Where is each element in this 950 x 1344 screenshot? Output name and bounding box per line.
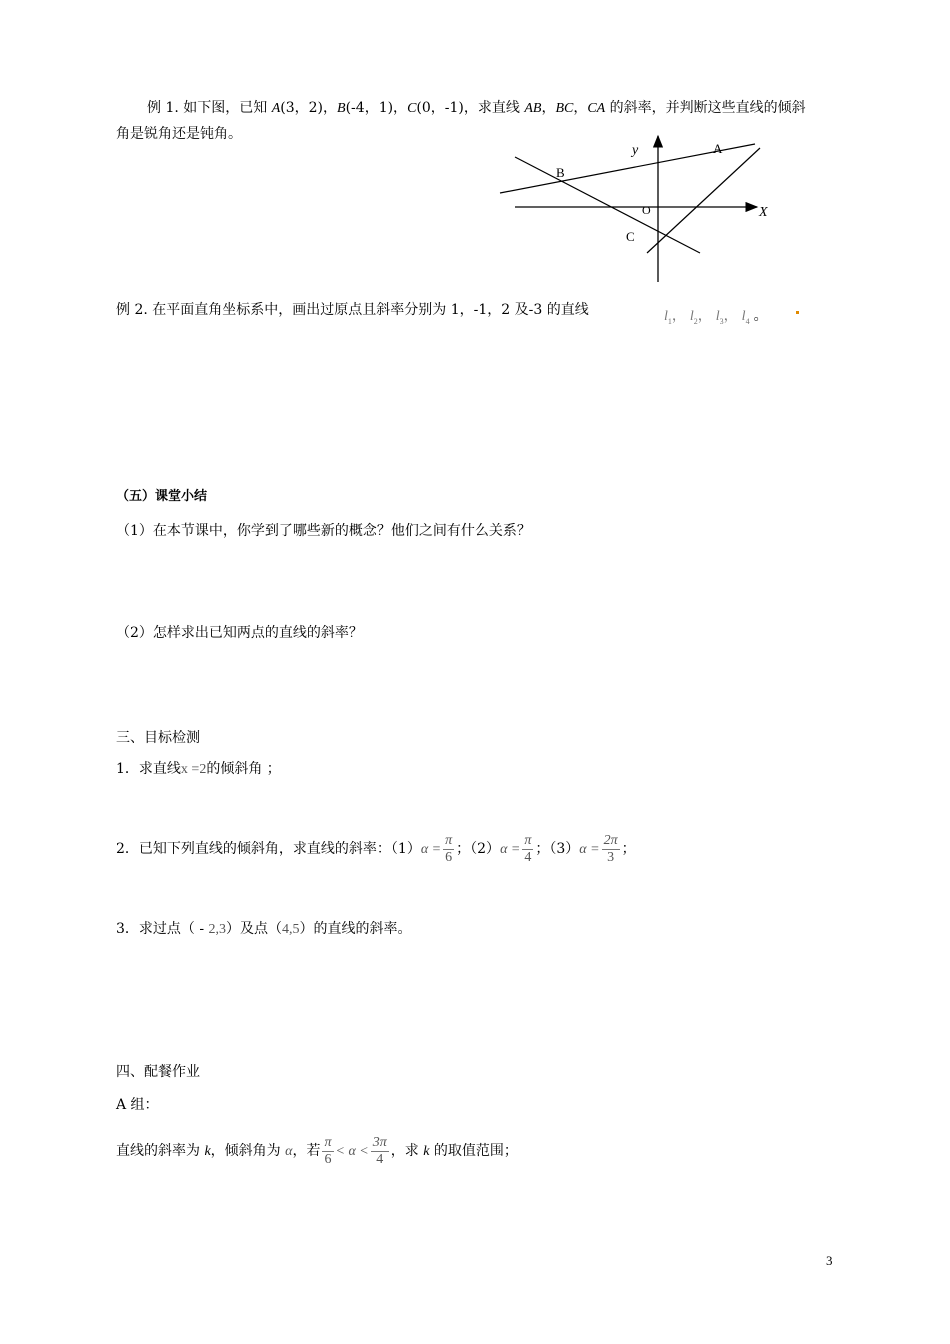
line-names: $l_1$， $l_2$， $l_3$， $l_4$ 。 [664,309,768,326]
fraction-pi-4: $\frac{\pi}{4}$ [524,832,532,865]
assignment-question: 直线的斜率为 k，倾斜角为 α，若 $\frac{\pi}{6}$ < α < $\frac{3\pi}{4}$ ，求 k 的取值范围； [116,1134,518,1167]
example-1-line2: 角是锐角还是钝角。 [116,126,242,142]
page-number: 3 [826,1253,833,1268]
problem-1: 1．求直线x =2的倾斜角 ； [116,761,281,777]
point-c-label: C [626,229,635,244]
summary-question-2: （2）怎样求出已知两点的直线的斜率？ [116,625,363,641]
summary-heading: （五）课堂小结 [116,489,208,504]
fraction-3pi-4: $\frac{3\pi}{4}$ [372,1134,387,1167]
example-1-line1: 例 1. 如下图，已知 A(3，2)，B(-4，1)，C(0，-1)，求直线 AB，BC，CA 的斜率，并判断这些直线的倾斜 [147,100,806,116]
x-axis-label: X [759,205,768,220]
origin-label: O [642,203,651,217]
group-a-label: A 组： [116,1097,159,1113]
line-bc [515,157,700,253]
section-3-heading: 三、目标检测 [116,730,200,746]
y-axis-label: y [632,143,639,158]
fraction-2pi-3: $\frac{2\pi}{3}$ [603,832,618,865]
problem-3: 3．求过点（ - 2,3）及点（4,5）的直线的斜率。 [116,921,412,937]
problem-2: 2．已知下列直线的倾斜角，求直线的斜率：（1）α = $\frac{\pi}{6}$ ；（2）α = $\frac{\pi}{4}$ ；（3）α = $\frac{2\pi}{3}$ ； [116,832,636,865]
fraction-pi-6: $\frac{\pi}{6}$ [324,1134,332,1167]
point-b-label: B [556,165,565,180]
section-4-heading: 四、配餐作业 [116,1064,200,1080]
summary-question-1: （1）在本节课中，你学到了哪些新的概念？他们之间有什么关系？ [116,523,531,539]
line-ca [647,148,760,253]
orange-mark [796,311,799,314]
coordinate-figure [495,130,785,290]
fraction-pi-6: $\frac{\pi}{6}$ [445,832,453,865]
point-a-label: A [713,141,723,156]
example-2: 例 2. 在平面直角坐标系中，画出过原点且斜率分别为 1，-1，2 及-3 的直线 [116,302,589,318]
